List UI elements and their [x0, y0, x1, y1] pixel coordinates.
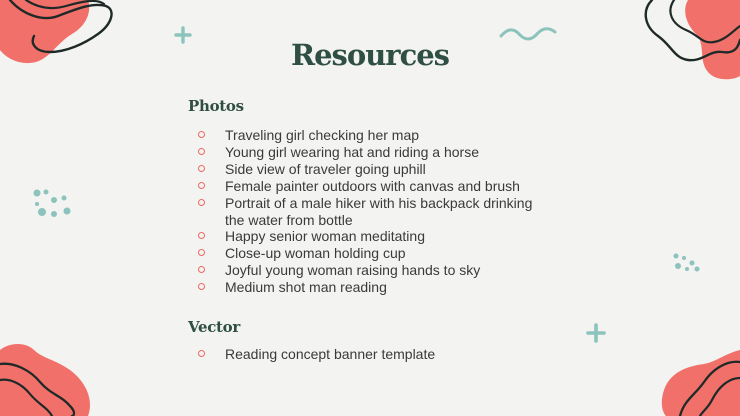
dots-decoration-left — [32, 188, 74, 222]
slide-title: Resources — [290, 38, 450, 72]
bullet-circle-icon — [198, 182, 205, 189]
photos-list — [198, 127, 558, 296]
list-item: Young girl wearing hat and riding a horse — [198, 144, 558, 161]
bullet-circle-icon — [198, 249, 205, 256]
list-item: Side view of traveler going uphill — [198, 161, 558, 178]
list-item: Reading concept banner template — [198, 346, 558, 363]
list-item: Close-up woman holding cup — [198, 245, 558, 262]
vector-list — [198, 346, 558, 363]
list-item: Happy senior woman meditating — [198, 228, 558, 245]
bullet-circle-icon — [198, 266, 205, 273]
bullet-circle-icon — [198, 350, 205, 357]
section-heading-vector: Vector — [188, 318, 240, 336]
bullet-circle-icon — [198, 283, 205, 290]
bullet-circle-icon — [198, 199, 205, 206]
plus-decoration-bottom — [586, 323, 606, 343]
bullet-circle-icon — [198, 232, 205, 239]
dots-decoration-right — [672, 252, 702, 276]
list-item: Portrait of a male hiker with his backpack drinking the water from bottle — [198, 195, 545, 229]
bullet-circle-icon — [198, 131, 205, 138]
blob-decoration-bottom-right — [660, 350, 740, 416]
list-item: Traveling girl checking her map — [198, 127, 558, 144]
list-item: Joyful young woman raising hands to sky — [198, 262, 558, 279]
bullet-circle-icon — [198, 148, 205, 155]
list-item: Female painter outdoors with canvas and brush — [198, 178, 558, 195]
blob-decoration-bottom-left — [0, 340, 100, 416]
section-heading-photos: Photos — [188, 97, 244, 115]
bullet-circle-icon — [198, 165, 205, 172]
list-item: Medium shot man reading — [198, 279, 558, 296]
